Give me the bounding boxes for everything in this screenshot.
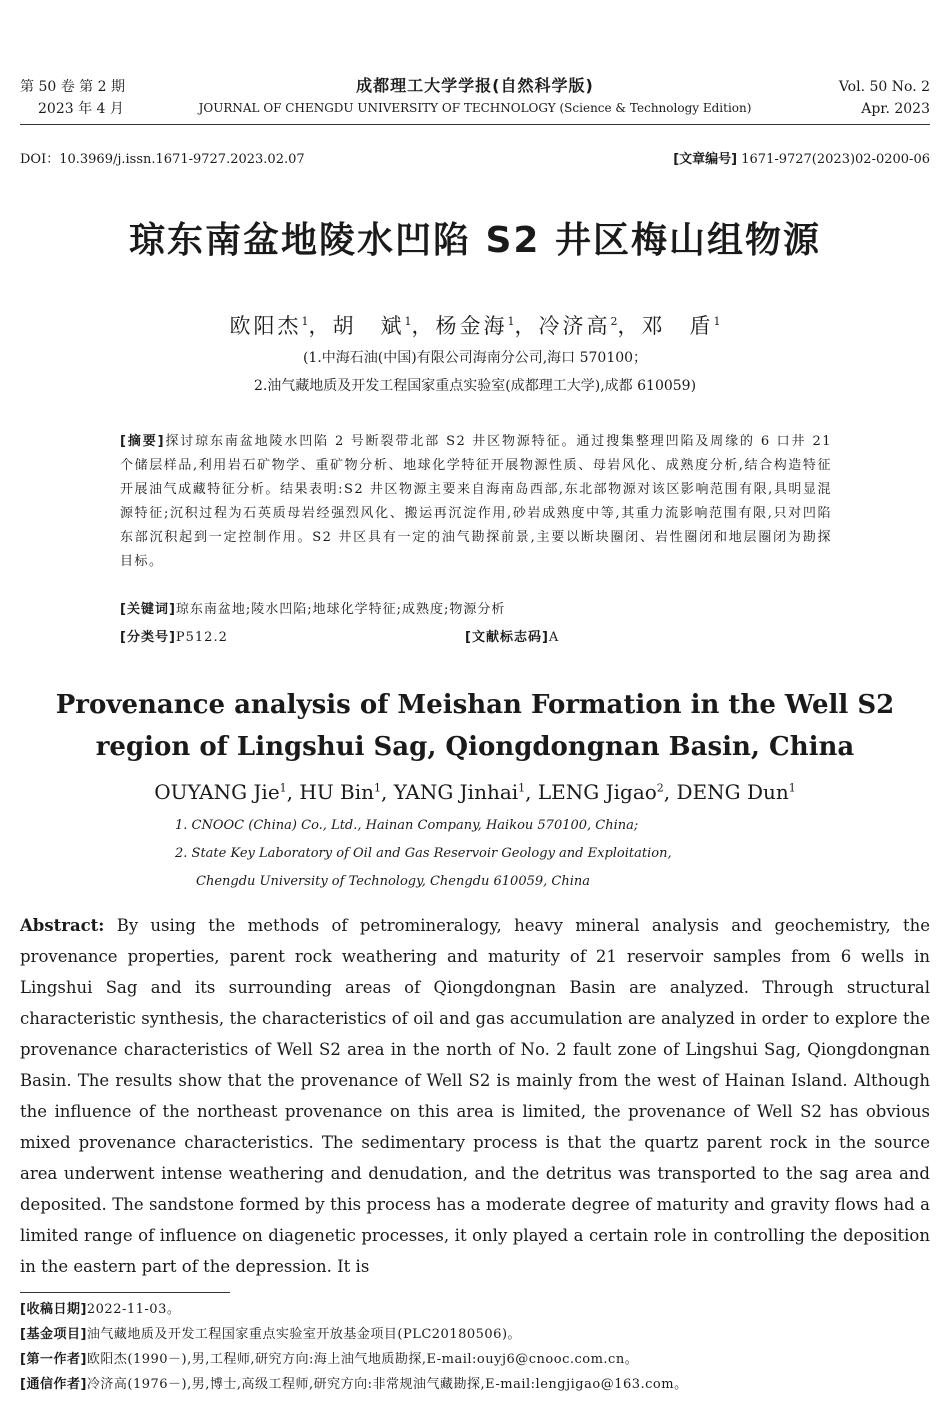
abstract-en-label: Abstract: (20, 916, 105, 935)
affiliation-cn-2: 2.油气藏地质及开发工程国家重点实验室(成都理工大学),成都 610059) (253, 378, 697, 394)
abstract-en-text: By using the methods of petromineralogy, heavy mineral analysis and geochemistry, the provenance properties, parent rock weathering and maturity of 21 reservoir samples from 6 wells in Lingshui Sag and its surrounding areas of Qiongdongnan Basin are analyzed. Through structural characteristic synthesis, the characteristics of oil and gas accumulation are analyzed in order to explore the provenance characteristics of Well S2 area in the north of No. 2 fault zone of Lingshui Sag, Qiongdongnan Basin. The results show that the provenance of Well S2 is mainly from the west of Hainan Island. Although the influence of the northeast provenance on this area is limited, the provenance of Well S2 has obvious mixed provenance characteristics. The sedimentary process is that the quartz parent rock in the source area underwent intense weathering and denudation, and the detritus was transported to the sag area and deposited. The sandstone formed by this process has a moderate degree of maturity and gravity flows had a limited range of influence on diagenetic processes, it only played a certain role in controlling the deposition in the eastern part of the depression. It is (20, 916, 931, 1276)
author-cn: 冷济高$^2$ (538, 314, 618, 338)
affiliation-en-3: Chengdu University of Technology, Chengdu 610059, China (196, 874, 590, 889)
header-volume-en: Vol. 50 No. 2 (838, 79, 930, 95)
title-en (0, 684, 950, 768)
author-en: DENG Dun$^1$ (676, 780, 796, 804)
affiliation-cn-1: (1.中海石油(中国)有限公司海南分公司,海口 570100； (302, 350, 648, 366)
author-en: HU Bin$^1$ (299, 780, 382, 804)
author-en: OUYANG Jie$^1$ (154, 780, 287, 804)
abstract-cn-text: 探讨琼东南盆地陵水凹陷 2 号断裂带北部 S2 井区物源特征。通过搜集整理凹陷及周缘的 6 口井 21 个储层样品,利用岩石矿物学、重矿物分析、地球化学特征开展物源性质、母岩风化、成熟度分析,结合构造特征开展油气成藏特征分析。结果表明:S2 井区物源主要来自海南岛西部,东北部物源对该区影响范围有限,具明显混源特征;沉积过程为石英质母岩经强烈风化、搬运再沉淀作用,砂岩成熟度中等,其重力流影响范围有限,只对凹陷东部沉积起到一定控制作用。S2 井区具有一定的油气勘探前景,主要以断块圈闭、岩性圈闭和地层圈闭为勘探目标。 (120, 434, 832, 569)
article-number-label: [文章编号] (673, 152, 738, 167)
doi: DOI：10.3969/j.issn.1671-9727.2023.02.07 (20, 152, 305, 167)
header-volume-en-block (839, 76, 930, 120)
title-en-line-2: region of Lingshui Sag, Qiongdongnan Basin, China (95, 732, 855, 762)
document-code-value: A (548, 630, 560, 645)
header-volume-block (20, 76, 125, 120)
header-divider (20, 124, 930, 125)
author-cn: 杨金海$^1$ (435, 314, 515, 338)
footnote-received: [收稿日期]2022-11-03。 (20, 1302, 181, 1317)
classification (120, 626, 420, 650)
abstract-cn-label: [摘要] (120, 434, 166, 449)
classification-value: P512.2 (175, 630, 228, 645)
affiliation-en-1: 1. CNOOC (China) Co., Ltd., Hainan Company, Haikou 570100, China; (175, 818, 639, 833)
header-volume-cn: 第 50 卷 第 2 期 (20, 79, 125, 95)
header-journal-cn: 成都理工大学学报(自然科学版) (356, 76, 594, 95)
header-date-en: Apr. 2023 (861, 101, 930, 117)
keywords-cn-text: 琼东南盆地;陵水凹陷;地球化学特征;成熟度;物源分析 (175, 602, 506, 617)
authors-cn: 欧阳杰$^1$，胡 斌$^1$，杨金海$^1$，冷济高$^2$，邓 盾$^1$ (229, 314, 721, 338)
affiliation-en-2: 2. State Key Laboratory of Oil and Gas Reservoir Geology and Exploitation, (175, 846, 672, 861)
author-cn: 欧阳杰$^1$ (229, 314, 309, 338)
author-cn: 胡 斌$^1$ (332, 314, 412, 338)
title-cn: 琼东南盆地陵水凹陷 S2 井区梅山组物源 (128, 220, 822, 261)
footnote-funding: [基金项目]油气藏地质及开发工程国家重点实验室开放基金项目(PLC20180506)。 (20, 1327, 522, 1342)
abstract-cn (120, 430, 832, 574)
footnote-first-author: [第一作者]欧阳杰(1990－),男,工程师,研究方向:海上油气地质勘探,E-mail:ouyj6@cnooc.com.cn。 (20, 1352, 639, 1367)
title-en-line-1: Provenance analysis of Meishan Formation in the Well S2 (55, 690, 895, 720)
header-journal-en: JOURNAL OF CHENGDU UNIVERSITY OF TECHNOLOGY (Science & Technology Edition) (198, 101, 752, 115)
author-en: YANG Jinhai$^1$ (393, 780, 526, 804)
document-code-label: [文献标志码] (465, 630, 549, 645)
abstract-en (20, 910, 930, 1282)
classification-label: [分类号] (120, 630, 176, 645)
header-date-cn: 2023 年 4 月 (38, 101, 124, 117)
author-cn: 邓 盾$^1$ (641, 314, 721, 338)
author-en: LENG Jigao$^2$ (537, 780, 664, 804)
document-code (465, 626, 765, 650)
article-number-value: 1671-9727(2023)02-0200-06 (741, 152, 930, 167)
keywords-cn (120, 598, 832, 622)
footnote-divider (20, 1292, 230, 1293)
header-journal-block (180, 74, 770, 118)
authors-en: OUYANG Jie$^1$, HU Bin$^1$, YANG Jinhai$^1$, LENG Jigao$^2$, DENG Dun$^1$ (154, 780, 796, 804)
keywords-cn-label: [关键词] (120, 602, 176, 617)
footnote-corresponding-author: [通信作者]冷济高(1976－),男,博士,高级工程师,研究方向:非常规油气藏勘探,E-mail:lengjigao@163.com。 (20, 1377, 688, 1392)
article-number (673, 148, 930, 167)
